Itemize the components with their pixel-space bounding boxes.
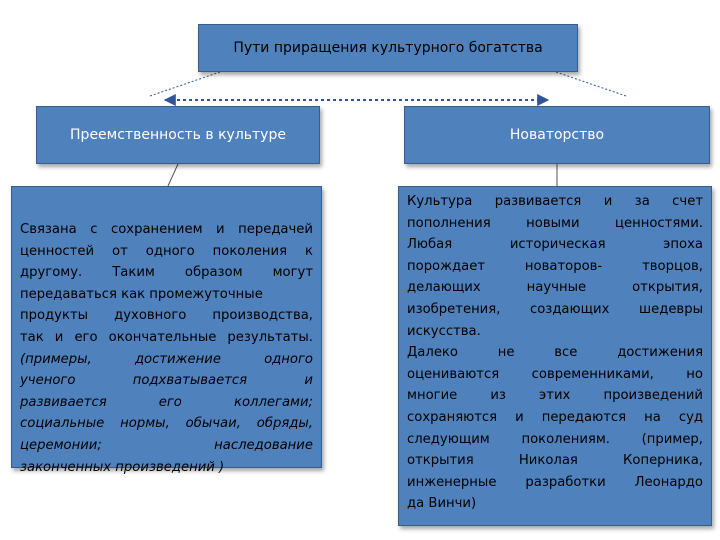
continuity-line: так и его окончательные результаты. [20, 329, 313, 345]
continuity-line: ценностей от одного поколения к [20, 243, 313, 259]
innovation-line: следующим поколениям. (пример, [407, 431, 703, 447]
continuity-heading-box [36, 106, 320, 164]
continuity-heading: Преемственность в культуре [70, 127, 286, 143]
left-connector [168, 164, 178, 186]
innovation-line: сохраняются и передаются на суд [407, 409, 703, 425]
innovation-line: Далеко не все достижения [407, 345, 703, 361]
innovation-line: изобретения, создающих шедевры [407, 301, 703, 317]
innovation-line: многие из этих произведений [407, 388, 703, 404]
continuity-example-line: развивается его коллегами; [20, 394, 313, 410]
title-box [198, 24, 578, 72]
innovation-heading: Новаторство [509, 127, 605, 143]
continuity-example-line: ученого подхватывается и [20, 373, 313, 389]
continuity-line: другому. Таким образом могут [20, 265, 313, 281]
continuity-example-line: социальные нормы, обычаи, обряды, [20, 416, 313, 432]
innovation-heading-box [404, 106, 710, 164]
title-connector-right [556, 72, 626, 96]
continuity-example-line: законченных произведений ) [20, 459, 225, 475]
innovation-line: Любая историческая эпоха [407, 237, 703, 253]
continuity-example-line: церемонии; наследование [20, 437, 313, 453]
continuity-text-box [11, 186, 322, 475]
innovation-line: открытия Николая Коперника, [407, 453, 703, 469]
title-connector-left [150, 72, 220, 96]
innovation-line: делающих научные открытия, [407, 280, 703, 296]
continuity-example-line: (примеры, достижение одного [20, 351, 313, 367]
innovation-line: Культура развивается и за счет [407, 194, 703, 209]
innovation-text-box [398, 186, 712, 526]
continuity-line: продукты духовного производства, [20, 308, 313, 324]
continuity-line: передаваться как промежуточные [20, 286, 263, 302]
title-text: Пути приращения культурного богатства [233, 40, 543, 56]
innovation-line: да Винчи) [407, 496, 477, 512]
continuity-line: Связана с сохранением и передачей [20, 222, 313, 237]
innovation-line: инженерные разработки Леонардо [407, 474, 703, 490]
innovation-line: пополнения новыми ценностями. [407, 215, 703, 231]
innovation-line: порождает новаторов- творцов, [407, 258, 703, 274]
innovation-line: искусства. [407, 323, 481, 339]
innovation-line: оцениваются современниками, но [407, 366, 703, 382]
